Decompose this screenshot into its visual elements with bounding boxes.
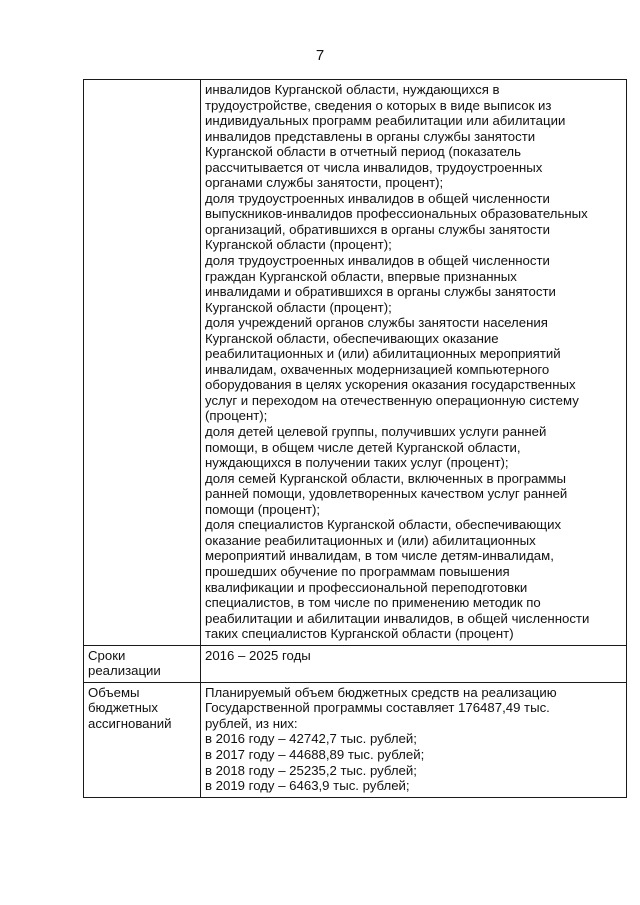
row-text-line: специалистов, в том числе по применению методик по <box>205 595 541 611</box>
row-label-line: бюджетных <box>88 700 158 716</box>
row-label-line: Сроки <box>88 647 126 663</box>
row-label-line: Объемы <box>88 684 140 700</box>
row-text-line: прошедших обучение по программам повышения <box>205 563 510 579</box>
row-label-cell <box>84 682 201 797</box>
row-text-line: доля детей целевой группы, получивших услуги ранней <box>205 424 547 440</box>
page-number: 7 <box>315 47 325 64</box>
row-text-line: доля семей Курганской области, включенных в программы <box>205 470 567 486</box>
program-passport-table <box>83 79 627 798</box>
row-text-line: реабилитационных и (или) абилитационных мероприятий <box>205 346 561 362</box>
row-text-line: в 2019 году – 6463,9 тыс. рублей; <box>205 778 410 794</box>
row-text-line: оказание реабилитационных и (или) абилитационных <box>205 532 536 548</box>
row-text-line: в 2018 году – 25235,2 тыс. рублей; <box>205 762 417 778</box>
row-text-line: инвалидов представлены в органы службы занятости <box>205 128 536 144</box>
row-text-line: в 2016 году – 42742,7 тыс. рублей; <box>205 731 417 747</box>
row-text-line: Курганской области в отчетный период (показатель <box>205 144 521 160</box>
row-text-line: Курганской области, обеспечивающих оказание <box>205 330 499 346</box>
row-text-line: (процент); <box>205 408 268 424</box>
row-label-line: реализации <box>88 663 161 679</box>
row-text-line: Государственной программы составляет 176487,49 тыс. <box>205 700 550 716</box>
row-label-cell <box>84 645 201 682</box>
row-value-cell <box>201 682 627 797</box>
row-text-line: выпускников-инвалидов профессиональных образовательных <box>205 206 588 222</box>
row-text-line: Курганской области (процент); <box>205 299 392 315</box>
row-text-line: квалификации и профессиональной переподготовки <box>205 579 528 595</box>
row-label-cell <box>84 80 201 646</box>
row-text-line: рублей, из них: <box>205 715 298 731</box>
row-text-line: организаций, обратившихся в органы службы занятости <box>205 221 550 237</box>
table-body <box>84 80 627 798</box>
table-row <box>84 682 627 797</box>
row-text-line: инвалидами и обратившихся в органы службы занятости <box>205 284 556 300</box>
row-text-line: граждан Курганской области, впервые признанных <box>205 268 517 284</box>
table-row <box>84 645 627 682</box>
row-text-line: ранней помощи, удовлетворенных качеством услуг ранней <box>205 486 568 502</box>
row-text-line: услуг и переходом на отечественную операционную систему <box>205 392 579 408</box>
row-text-line: доля трудоустроенных инвалидов в общей численности <box>205 253 550 269</box>
row-text-line: нуждающихся в получении таких услуг (процент); <box>205 455 509 471</box>
row-text-line: помощи, в общем числе детей Курганской области, <box>205 439 521 455</box>
row-text-line: мероприятий инвалидам, в том числе детям-инвалидам, <box>205 548 554 564</box>
row-text-line: Планируемый объем бюджетных средств на реализацию <box>205 684 557 700</box>
row-text-line: органами службы занятости, процент); <box>205 175 444 191</box>
row-text-line: таких специалистов Курганской области (процент) <box>205 626 514 642</box>
row-text-line: в 2017 году – 44688,89 тыс. рублей; <box>205 746 425 762</box>
row-text-line: инвалидов Курганской области, нуждающихся в <box>205 82 500 97</box>
row-text-line: Курганской области (процент); <box>205 237 392 253</box>
row-text-line: рассчитывается от числа инвалидов, трудоустроенных <box>205 159 543 175</box>
row-text-line: доля специалистов Курганской области, обеспечивающих <box>205 517 562 533</box>
row-text-line: помощи (процент); <box>205 501 321 517</box>
table-row <box>84 80 627 646</box>
row-text-line: оборудования в целях ускорения оказания государственных <box>205 377 576 393</box>
row-text-line: 2016 – 2025 годы <box>205 647 311 663</box>
row-text-line: трудоустройстве, сведения о которых в виде выписок из <box>205 97 552 113</box>
row-text-line: доля трудоустроенных инвалидов в общей численности <box>205 190 550 206</box>
row-value-cell <box>201 80 627 646</box>
row-text-line: доля учреждений органов службы занятости населения <box>205 315 548 331</box>
row-text-line: реабилитации и абилитации инвалидов, в общей численности <box>205 610 590 626</box>
row-text-line: индивидуальных программ реабилитации или абилитации <box>205 113 566 129</box>
row-label-line: ассигнований <box>88 715 172 731</box>
row-value-cell <box>201 645 627 682</box>
row-text-line: инвалидам, охваченных модернизацией компьютерного <box>205 361 550 377</box>
